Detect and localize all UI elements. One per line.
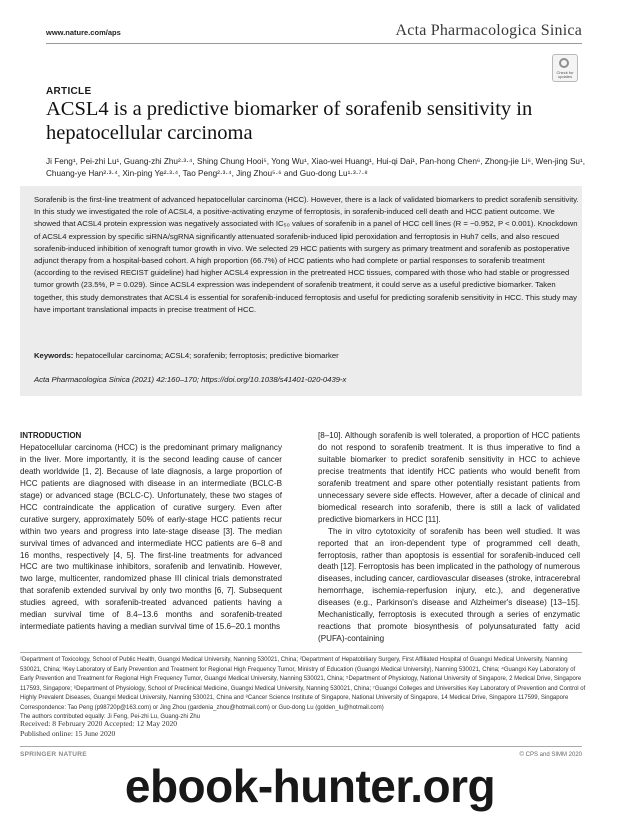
affiliations: ¹Department of Toxicology, School of Public Health, Guangxi Medical University, Nanning 530021, China; ²Department of Hepatobiliary Surgery, First Affiliated Hospital of Guangxi Medical University, Nanning 530021, China; ³Key Laboratory of Early Prevention and Treatment for Regional High Frequency Tumor, Ministry of Education (Guangxi Medical University), Nanning 530021, China; ⁴Guangxi Key Laboratory of Early Prevention and Treatment for Regional High Frequency Tumor, Guangxi Medical University, Nanning 530021, China; ⁵Department of Physiology, National University of Singapore, 2 Medical Drive, Singapore 117593, Singapore; ⁶Department of Physiology, School of Preclinical Medicine, Guangxi Medical University, Nanning 530021, China; ⁷Guangxi Colleges and Universities Key Laboratory of Prevention and Control of Highly Prevalent Diseases, Guangxi Medical University, Nanning 530021, China and ⁸Cancer Science Institute of Singapore, National University of Singapore, 14 Medical Drive, Singapore 117599, Singapore: [20, 657, 586, 701]
publication-dates: [20, 719, 320, 739]
keywords-values: hepatocellular carcinoma; ACSL4; sorafenib; ferroptosis; predictive biomarker: [75, 351, 339, 360]
equal-contribution: The authors contributed equally: Ji Feng, Pei-zhi Lu, Guang-zhi Zhu: [20, 714, 201, 720]
author-list: Ji Feng¹, Pei-zhi Lu¹, Guang-zhi Zhu²·³·⁴, Shing Chung Hooi⁵, Yong Wu¹, Xiao-wei Huang¹, Hui-qi Dai¹, Pan-hong Chen⁶, Zhong-jie Li⁶, Wen-jing Su¹, Chuang-ye Han²·³·⁴, Xin-ping Ye²·³·⁴, Tao Peng²·³·⁴, Jing Zhou⁵·⁶ and Guo-dong Lu¹·³·⁷·⁸: [46, 157, 585, 178]
check-updates-label: Check for updates: [556, 70, 574, 79]
copyright-notice: © CPS and SIMM 2020: [519, 752, 582, 758]
body-left-column: [20, 430, 282, 633]
footnotes: [20, 656, 586, 723]
abstract-text: Sorafenib is the first-line treatment of advanced hepatocellular carcinoma (HCC). However, there is a lack of validated biomarkers to predict sorafenib sensitivity. In this study we investigated the role of ACSL4, a positive-activating enzyme of ferroptosis, in sorafenib-induced cell death and HCC patient outcome. We showed that ACSL4 protein expression was negatively associated with IC₅₀ values of sorafenib in a panel of HCC cell lines (R = −0.952, P < 0.001). Knockdown of ACSL4 expression by specific siRNA/sgRNA significantly attenuated sorafenib-induced lipid peroxidation and ferroptosis in Huh7 cells, and also rescued sorafenib-induced inhibition of xenograft tumor growth in vivo. We selected 29 HCC patients with surgery as primary treatment and sorafenib as postoperative adjunct therapy from a hospital-based cohort. A high proportion (66.7%) of HCC patients who had complete or partial responses to sorafenib treatment (according to the revised RECIST guideline) had higher ACSL4 expression in the pretreated HCC tissues, compared with those who had stable or progressed tumor growth (23.5%, P = 0.029). Since ACSL4 expression was independent of sorafenib treatment, it could serve as a useful predictive biomarker. Taken together, this study demonstrates that ACSL4 is essential for sorafenib-induced ferroptosis and useful for predicting sorafenib sensitivity in HCC. This study may have important translational impacts in precise treatment of HCC.: [34, 195, 579, 314]
article-type: ARTICLE: [46, 86, 92, 97]
journal-name: Acta Pharmacologica Sinica: [395, 22, 582, 39]
intro-paragraph: Hepatocellular carcinoma (HCC) is the predominant primary malignancy in the liver. More importantly, it is the second leading cause of cancer death worldwide [1, 2]. Because of late diagnosis, a large proportion of HCC patients are diagnosed with disease in an intermediate (BCLC-B stage) or advanced stage (BCLC-C). Unfortunately, these two stages of HCC contraindicate the application of curative surgery. Even after curative surgery, approximately 50% of early-stage HCC patients recur within two years and progress into late-stage disease [3]. The median survival times of advanced and intermediate HCC patients are 6–8 and 16 months, respectively [4, 5]. The first-line treatments for advanced HCC are two multikinase inhibitors, sorafenib and lenvatinib. However, two large, multicenter, randomized phase III clinical trials demonstrated that sorafenib extended survival by only two months [6, 7]. Subsequent studies agreed, with sorafenib-treated advanced patients having a median survival time of 8.4–13.6 months and sorafenib-treated intermediate patients having a median survival time of 15.6–20.1 months: [20, 442, 282, 632]
right-paragraph-2: The in vitro cytotoxicity of sorafenib has been well studied. It was reported that an iron-dependent type of programmed cell death, ferroptosis, rather than apoptosis is essential for sorafenib-induced cell death [12]. Ferroptosis has been implicated in the pathology of numerous diseases, including cancer, cardiovascular diseases (stroke, intracerebral hemorrhage, ischemia-reperfusion injury, etc.), and degenerative diseases (e.g., Parkinson's disease and Alzheimer's disease) [13–15]. Mechanistically, ferroptosis is executed through a series of enzymatic reactions that promote biosynthesis of polyunsaturated fatty acid (PUFA)-containing: [318, 526, 580, 644]
keywords-line: [34, 350, 582, 362]
introduction-heading: INTRODUCTION: [20, 431, 82, 440]
keywords-label: Keywords:: [34, 351, 74, 360]
article-title: ACSL4 is a predictive biomarker of sorafenib sensitivity in hepatocellular carcinoma: [46, 98, 533, 144]
header-divider: [46, 43, 582, 44]
footer-divider: [20, 746, 582, 747]
update-ring-icon: [559, 58, 569, 68]
watermark: ebook-hunter.org: [124, 760, 496, 812]
citation-line[interactable]: Acta Pharmacologica Sinica (2021) 42:160–170; https://doi.org/10.1038/s41401-020-0439-x: [34, 375, 347, 384]
journal-url[interactable]: www.nature.com/aps: [46, 28, 121, 37]
publisher-logo: SPRINGER NATURE: [20, 751, 87, 758]
correspondence[interactable]: Correspondence: Tao Peng (p98720p@163.com) or Jing Zhou (gardenia_zhou@hotmail.com) or Guo-dong Lu (golden_lu@hotmail.com): [20, 704, 384, 711]
footnote-divider: [20, 652, 582, 653]
published-online: Published online: 15 June 2020: [20, 729, 116, 738]
right-paragraph-1: [8–10]. Although sorafenib is well tolerated, a proportion of HCC patients do not respond to sorafenib treatment. It is thus imperative to find a suitable biomarker to predict sorafenib sensitivity in HCC to achieve precise treatments that identify HCC patients who would benefit from sorafenib treatment and spare other potentially resistant patients from unnecessary severe side effects. However, after a decade of clinical and biomedical research into sorafenib, there is still a lack of validated predictive biomarkers in HCC [11].: [318, 431, 580, 524]
check-for-updates-badge[interactable]: [552, 54, 578, 82]
received-accepted: Received: 8 February 2020 Accepted: 12 May 2020: [20, 719, 178, 728]
body-right-column: [318, 430, 580, 645]
